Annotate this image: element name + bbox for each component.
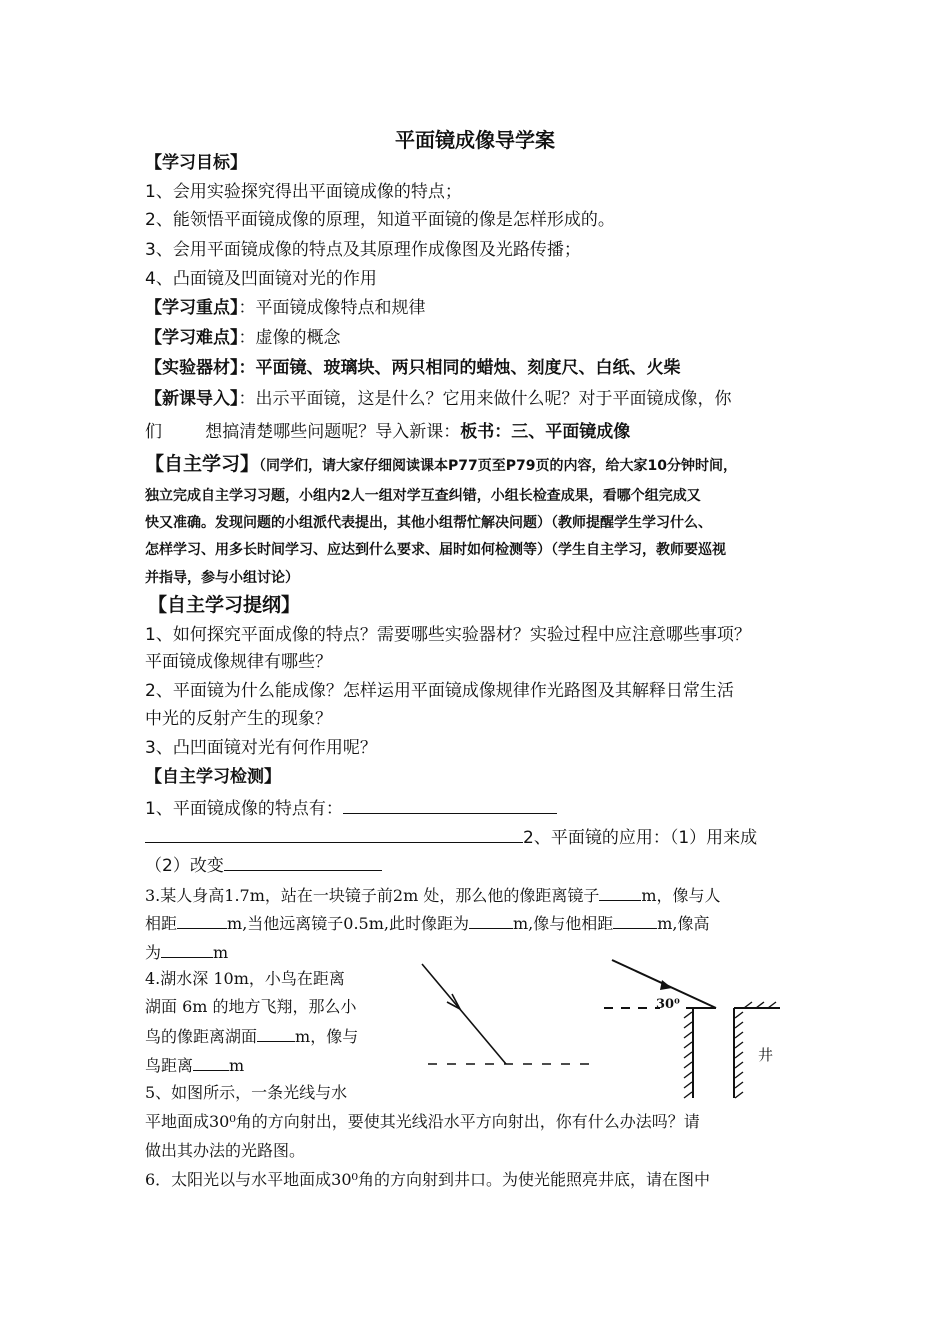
question-3-text: m,当他远离镜子0.5m,此时像距为: [227, 914, 469, 933]
objectives-header: 【学习目标】: [145, 153, 247, 173]
question-5-line-1: 5、如图所示，一条光线与水: [145, 1083, 348, 1102]
self-study-text: 怎样学习、用多长时间学习、应达到什么要求、届时如何检测等）（学生自主学习，教师要巡视: [145, 542, 726, 558]
hatch-left: [684, 1012, 692, 1098]
answer-blank[interactable]: [145, 824, 523, 843]
answer-blank[interactable]: [161, 939, 213, 958]
answer-blank[interactable]: [224, 852, 382, 871]
intro-label: 【新课导入】: [145, 389, 239, 409]
well-figure: [600, 950, 790, 1110]
answer-blank[interactable]: [599, 882, 641, 901]
incident-ray: [422, 964, 506, 1064]
question-4-line-2: 湖面 6m 的地方飞翔，那么小: [145, 997, 357, 1016]
question-2-cont: [145, 852, 382, 878]
question-3-line-3: [145, 939, 228, 965]
question-3-text: m: [213, 943, 229, 962]
key-point: [145, 296, 426, 320]
intro-text: ：出示平面镜，这是什么？它用来做什么呢？对于平面镜成像，你: [238, 389, 732, 409]
question-3-text: m,像与他相距: [512, 914, 614, 933]
question-6-line-1: 6．太阳光以与水平地面成30⁰角的方向射到井口。为使光能照亮井底，请在图中: [145, 1170, 710, 1189]
ray-figure: [420, 960, 600, 1080]
self-study-text: 独立完成自主学习习题，小组内2人一组对学互查纠错，小组长检查成果，看哪个组完成又: [145, 488, 701, 504]
self-study-text: （同学们，请大家仔细阅读课本P77页至P79页的内容，给大家10分钟时间，: [259, 458, 737, 474]
outline-item: 1、如何探究平面成像的特点？需要哪些实验器材？实验过程中应注意哪些事项？: [145, 625, 751, 645]
page-title: 平面镜成像导学案: [395, 128, 555, 152]
answer-blank[interactable]: [177, 910, 227, 929]
outline-item: 3、凸凹面镜对光有何作用呢？: [145, 738, 377, 758]
question-4-text: m，像与: [295, 1027, 359, 1046]
question-1-text: 1、平面镜成像的特点有：: [145, 799, 343, 819]
well-label: 井: [758, 1046, 774, 1064]
objective-item: 4、凸面镜及凹面镜对光的作用: [145, 269, 377, 289]
question-2-text-b: （2）改变: [145, 856, 224, 876]
board-note: 板书：三、平面镜成像: [460, 422, 631, 442]
self-study-line-1: [145, 452, 737, 478]
question-4-line-3: [145, 1023, 358, 1049]
question-4-text: m: [229, 1056, 245, 1075]
arrow-icon: [660, 980, 672, 990]
angle-label: 30⁰: [656, 997, 680, 1012]
self-study-text: 并指导，参与小组讨论）: [145, 570, 299, 586]
outline-header: 【自主学习提纲】: [148, 594, 301, 616]
question-3-text: m,像高: [657, 914, 710, 933]
answer-blank[interactable]: [193, 1052, 229, 1071]
question-1: [145, 795, 557, 821]
self-study-text: 快又准确。发现问题的小组派代表提出，其他小组帮忙解决问题）（教师提醒学生学习什么、: [145, 515, 712, 531]
question-4-text: 鸟距离: [145, 1056, 194, 1075]
question-2-text: 2、平面镜的应用：（1）用来成: [523, 828, 758, 848]
question-4-line-4: [145, 1052, 244, 1078]
intro-line-2: [145, 420, 630, 444]
difficulty: [145, 326, 341, 350]
answer-blank[interactable]: [343, 795, 557, 814]
objective-item: 2、能领悟平面镜成像的原理，知道平面镜的像是怎样形成的。: [145, 210, 615, 230]
materials-text: ：平面镜、玻璃块、两只相同的蜡烛、刻度尺、白纸、火柴: [238, 358, 681, 378]
question-5-line-3: 做出其办法的光路图。: [145, 1141, 306, 1160]
objective-item: 3、会用平面镜成像的特点及其原理作成像图及光路传播；: [145, 240, 581, 260]
outline-item: 2、平面镜为什么能成像？怎样运用平面镜成像规律作光路图及其解释日常生活: [145, 681, 734, 701]
intro-line-1: [145, 387, 732, 411]
answer-blank[interactable]: [257, 1023, 295, 1042]
question-2: [145, 824, 757, 850]
question-5-line-2: 平地面成30⁰角的方向射出，要使其光线沿水平方向射出，你有什么办法吗？请: [145, 1112, 700, 1131]
difficulty-text: ：虚像的概念: [238, 328, 341, 348]
materials: [145, 356, 681, 380]
key-point-text: ：平面镜成像特点和规律: [238, 298, 426, 318]
question-4-line-1: 4.湖水深 10m，小鸟在距离: [145, 969, 345, 988]
question-3-text: 为: [145, 943, 162, 962]
self-study-label: 【自主学习】: [145, 453, 260, 475]
outline-item: 平面镜成像规律有哪些？: [145, 652, 332, 672]
materials-label: 【实验器材】: [145, 358, 239, 378]
question-3-text: m，像与人: [641, 886, 721, 905]
question-3-line-2: [145, 910, 710, 936]
question-4-text: 鸟的像距离湖面: [145, 1027, 258, 1046]
check-header: 【自主学习检测】: [145, 767, 281, 787]
answer-blank[interactable]: [469, 910, 513, 929]
intro-text-2: 们 想搞清楚哪些问题呢？导入新课：: [145, 422, 461, 442]
answer-blank[interactable]: [613, 910, 657, 929]
outline-item: 中光的反射产生的现象？: [145, 709, 332, 729]
difficulty-label: 【学习难点】: [145, 328, 239, 348]
key-point-label: 【学习重点】: [145, 298, 239, 318]
objective-item: 1、会用实验探究得出平面镜成像的特点；: [145, 182, 462, 202]
question-3-text: 相距: [145, 914, 178, 933]
question-3-text: 3.某人身高1.7m，站在一块镜子前2m 处，那么他的像距离镜子: [145, 886, 600, 905]
question-3-line-1: [145, 882, 721, 908]
